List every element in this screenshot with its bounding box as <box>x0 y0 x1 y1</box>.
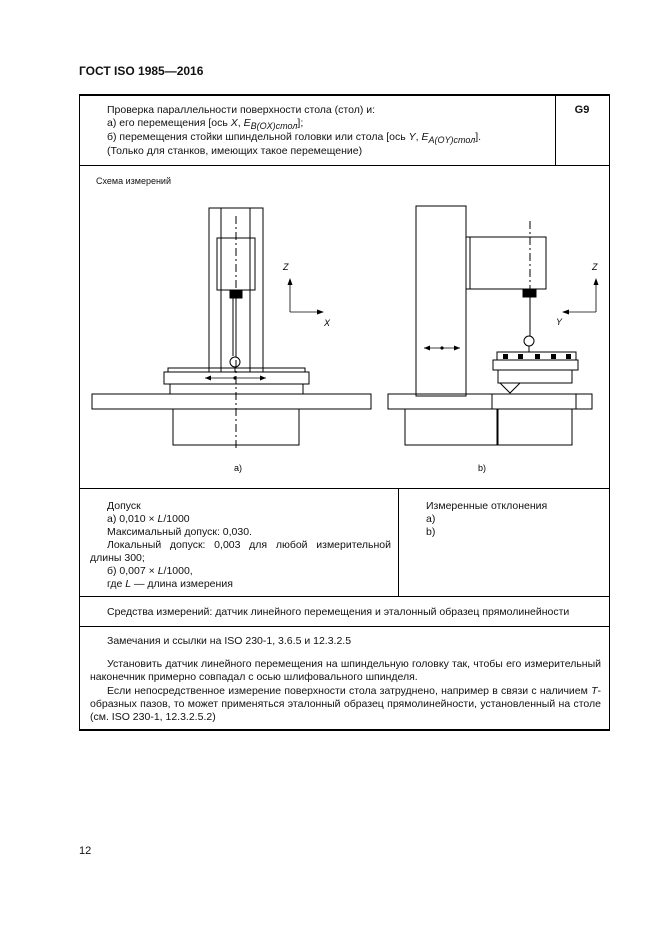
tolerance-b: б) 0,007 × L/1000, <box>107 565 193 577</box>
base-a <box>92 394 371 409</box>
instruments: Средства измерений: датчик линейного перемещения и эталонный образец прямолинейности <box>107 606 570 618</box>
column-b <box>416 206 466 396</box>
label-z-b: Z <box>592 262 598 272</box>
spindle-head-b <box>470 237 546 289</box>
measured-a: а) <box>426 513 436 525</box>
indicator-a <box>230 357 240 367</box>
measured-title: Измеренные отклонения <box>426 500 548 512</box>
page-number: 12 <box>79 845 92 857</box>
check-table <box>79 94 610 731</box>
tolerance-divider <box>398 488 399 596</box>
measured-b: b) <box>426 526 436 538</box>
check-line-intro: Проверка параллельности поверхности стола (стол) и: <box>107 104 376 116</box>
indicator-b <box>524 336 534 346</box>
label-y-b: Y <box>556 317 563 327</box>
diagram-b-label: b) <box>478 463 487 473</box>
table-b <box>493 360 578 370</box>
document-header: ГОСТ ISO 1985—2016 <box>79 64 204 78</box>
tolerance-title: Допуск <box>107 500 141 512</box>
base-leg-b2 <box>498 409 572 445</box>
notes-paragraph-1: Установить датчик линейного перемещения на шпиндельную головку так, чтобы его измерительный наконечник примерно совпадал с осью шлифовального шпинделя. <box>90 658 601 683</box>
tolerance-where: где L — длина измерения <box>107 578 233 590</box>
tolerance-a: а) 0,010 × L/1000 <box>107 513 190 525</box>
notes-paragraph-2: Если непосредственное измерение поверхности стола затруднено, например в связи с наличием Т-образных пазов, то может применяться эталонный образец прямолинейности, установленный на столе (см. ISO 230-1, 12.3.2.5.2) <box>90 685 602 723</box>
check-line-b: б) перемещения стойки шпиндельной головки или стола [ось Y, $E_{A(OY)стол}$]. <box>107 131 482 146</box>
label-x-a: X <box>324 318 331 328</box>
measurement-scheme <box>80 186 609 481</box>
base-leg-b <box>405 409 497 445</box>
tolerance-local: Локальный допуск: 0,003 для любой измерительной длины 300; <box>90 539 391 564</box>
check-line-note: (Только для станков, имеющих такое перемещение) <box>107 145 363 157</box>
scheme-title: Схема измерений <box>96 176 171 186</box>
notes-title: Замечания и ссылки на ISO 230-1, 3.6.5 и 12.3.2.5 <box>107 635 352 647</box>
label-z-a: Z <box>283 262 289 272</box>
check-line-a: а) его перемещения [ось X, $E_{B(OX)стол}$]; <box>107 117 304 132</box>
tolerance-max: Максимальный допуск: 0,030. <box>107 526 252 538</box>
check-code: G9 <box>574 104 590 116</box>
diagram-a-label: а) <box>234 463 243 473</box>
